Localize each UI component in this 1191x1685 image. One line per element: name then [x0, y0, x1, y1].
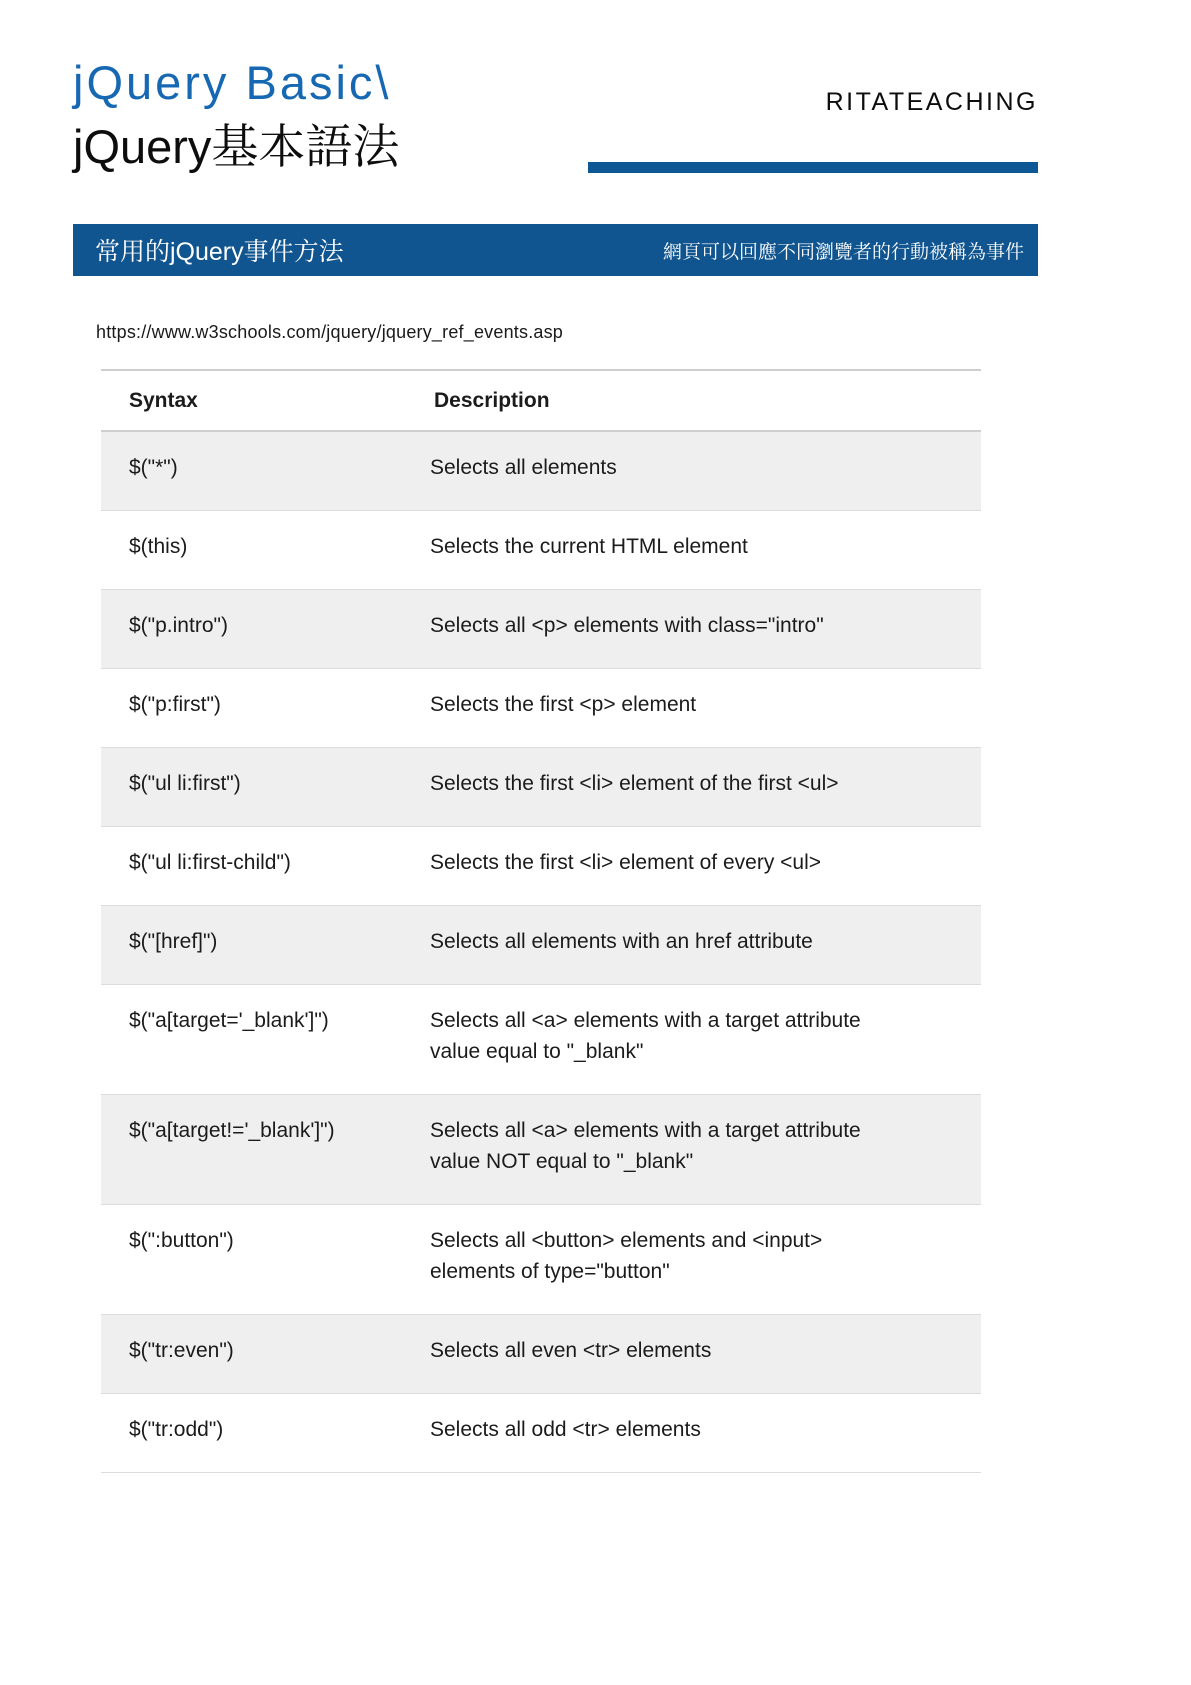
cell-description-line-2: value NOT equal to "_blank" — [430, 1150, 694, 1173]
cell-description — [406, 985, 981, 1095]
brand-rule-divider — [588, 162, 1038, 173]
table-row — [101, 1394, 981, 1473]
table-row — [101, 985, 981, 1095]
table-header — [101, 371, 981, 431]
page-title-english: jQuery Basic\ — [73, 56, 392, 109]
table-row — [101, 1095, 981, 1205]
cell-description — [406, 431, 981, 511]
cell-syntax: $("a[target='_blank']") — [101, 985, 406, 1095]
cell-description-line-1: Selects all <a> elements with a target attribute — [430, 1119, 861, 1142]
table-header-row — [101, 371, 981, 431]
table-row — [101, 590, 981, 669]
table-row — [101, 827, 981, 906]
cell-description-line-1: Selects the first <li> element of the first <ul> — [430, 772, 839, 795]
selectors-table — [101, 371, 981, 1473]
cell-description — [406, 906, 981, 985]
table-row — [101, 669, 981, 748]
table-row — [101, 1205, 981, 1315]
cell-description — [406, 669, 981, 748]
section-title: 常用的jQuery事件方法 — [95, 238, 344, 266]
section-header-bar — [73, 224, 1038, 276]
cell-description-line-1: Selects all <p> elements with class="intro" — [430, 614, 824, 637]
table-row — [101, 748, 981, 827]
cell-description-line-2: value equal to "_blank" — [430, 1040, 644, 1063]
cell-description-line-1: Selects all odd <tr> elements — [430, 1418, 701, 1441]
cell-syntax: $("p:first") — [101, 669, 406, 748]
cell-syntax: $("p.intro") — [101, 590, 406, 669]
cell-syntax: $("[href]") — [101, 906, 406, 985]
cell-description — [406, 511, 981, 590]
cell-description — [406, 748, 981, 827]
cell-description-line-1: Selects all elements — [430, 456, 617, 479]
cell-description — [406, 1205, 981, 1315]
cell-description-line-1: Selects all even <tr> elements — [430, 1339, 712, 1362]
title-block — [73, 52, 713, 178]
table-row — [101, 511, 981, 590]
source-url-text: https://www.w3schools.com/jquery/jquery_ref_events.asp — [96, 322, 564, 342]
table-row — [101, 1315, 981, 1394]
cell-description — [406, 1394, 981, 1473]
table-body — [101, 431, 981, 1473]
brand-label: RITATEACHING — [825, 88, 1038, 116]
cell-description-line-1: Selects the first <p> element — [430, 693, 697, 716]
cell-description — [406, 590, 981, 669]
cell-syntax: $(this) — [101, 511, 406, 590]
cell-syntax: $("tr:odd") — [101, 1394, 406, 1473]
cell-syntax: $(":button") — [101, 1205, 406, 1315]
table-row — [101, 431, 981, 511]
page-header — [0, 0, 1191, 205]
table-row — [101, 906, 981, 985]
cell-description — [406, 1095, 981, 1205]
cell-syntax: $("ul li:first-child") — [101, 827, 406, 906]
cell-description-line-2: elements of type="button" — [430, 1260, 670, 1283]
cell-description — [406, 827, 981, 906]
cell-description-line-1: Selects the current HTML element — [430, 535, 748, 558]
cell-description-line-1: Selects the first <li> element of every <ul> — [430, 851, 822, 874]
cell-syntax: $("ul li:first") — [101, 748, 406, 827]
selectors-table-container — [101, 369, 981, 1473]
cell-syntax: $("*") — [101, 431, 406, 511]
cell-syntax: $("tr:even") — [101, 1315, 406, 1394]
cell-syntax: $("a[target!='_blank']") — [101, 1095, 406, 1205]
column-header-description: Description — [406, 371, 981, 431]
cell-description-line-1: Selects all <a> elements with a target attribute — [430, 1009, 861, 1032]
section-subtitle: 網頁可以回應不同瀏覽者的行動被稱為事件 — [662, 241, 1024, 263]
cell-description-line-1: Selects all elements with an href attribute — [430, 930, 813, 953]
column-header-syntax: Syntax — [101, 371, 406, 431]
cell-description-line-1: Selects all <button> elements and <input> — [430, 1229, 823, 1252]
cell-description — [406, 1315, 981, 1394]
page-title-chinese: jQuery基本語法 — [73, 120, 400, 173]
